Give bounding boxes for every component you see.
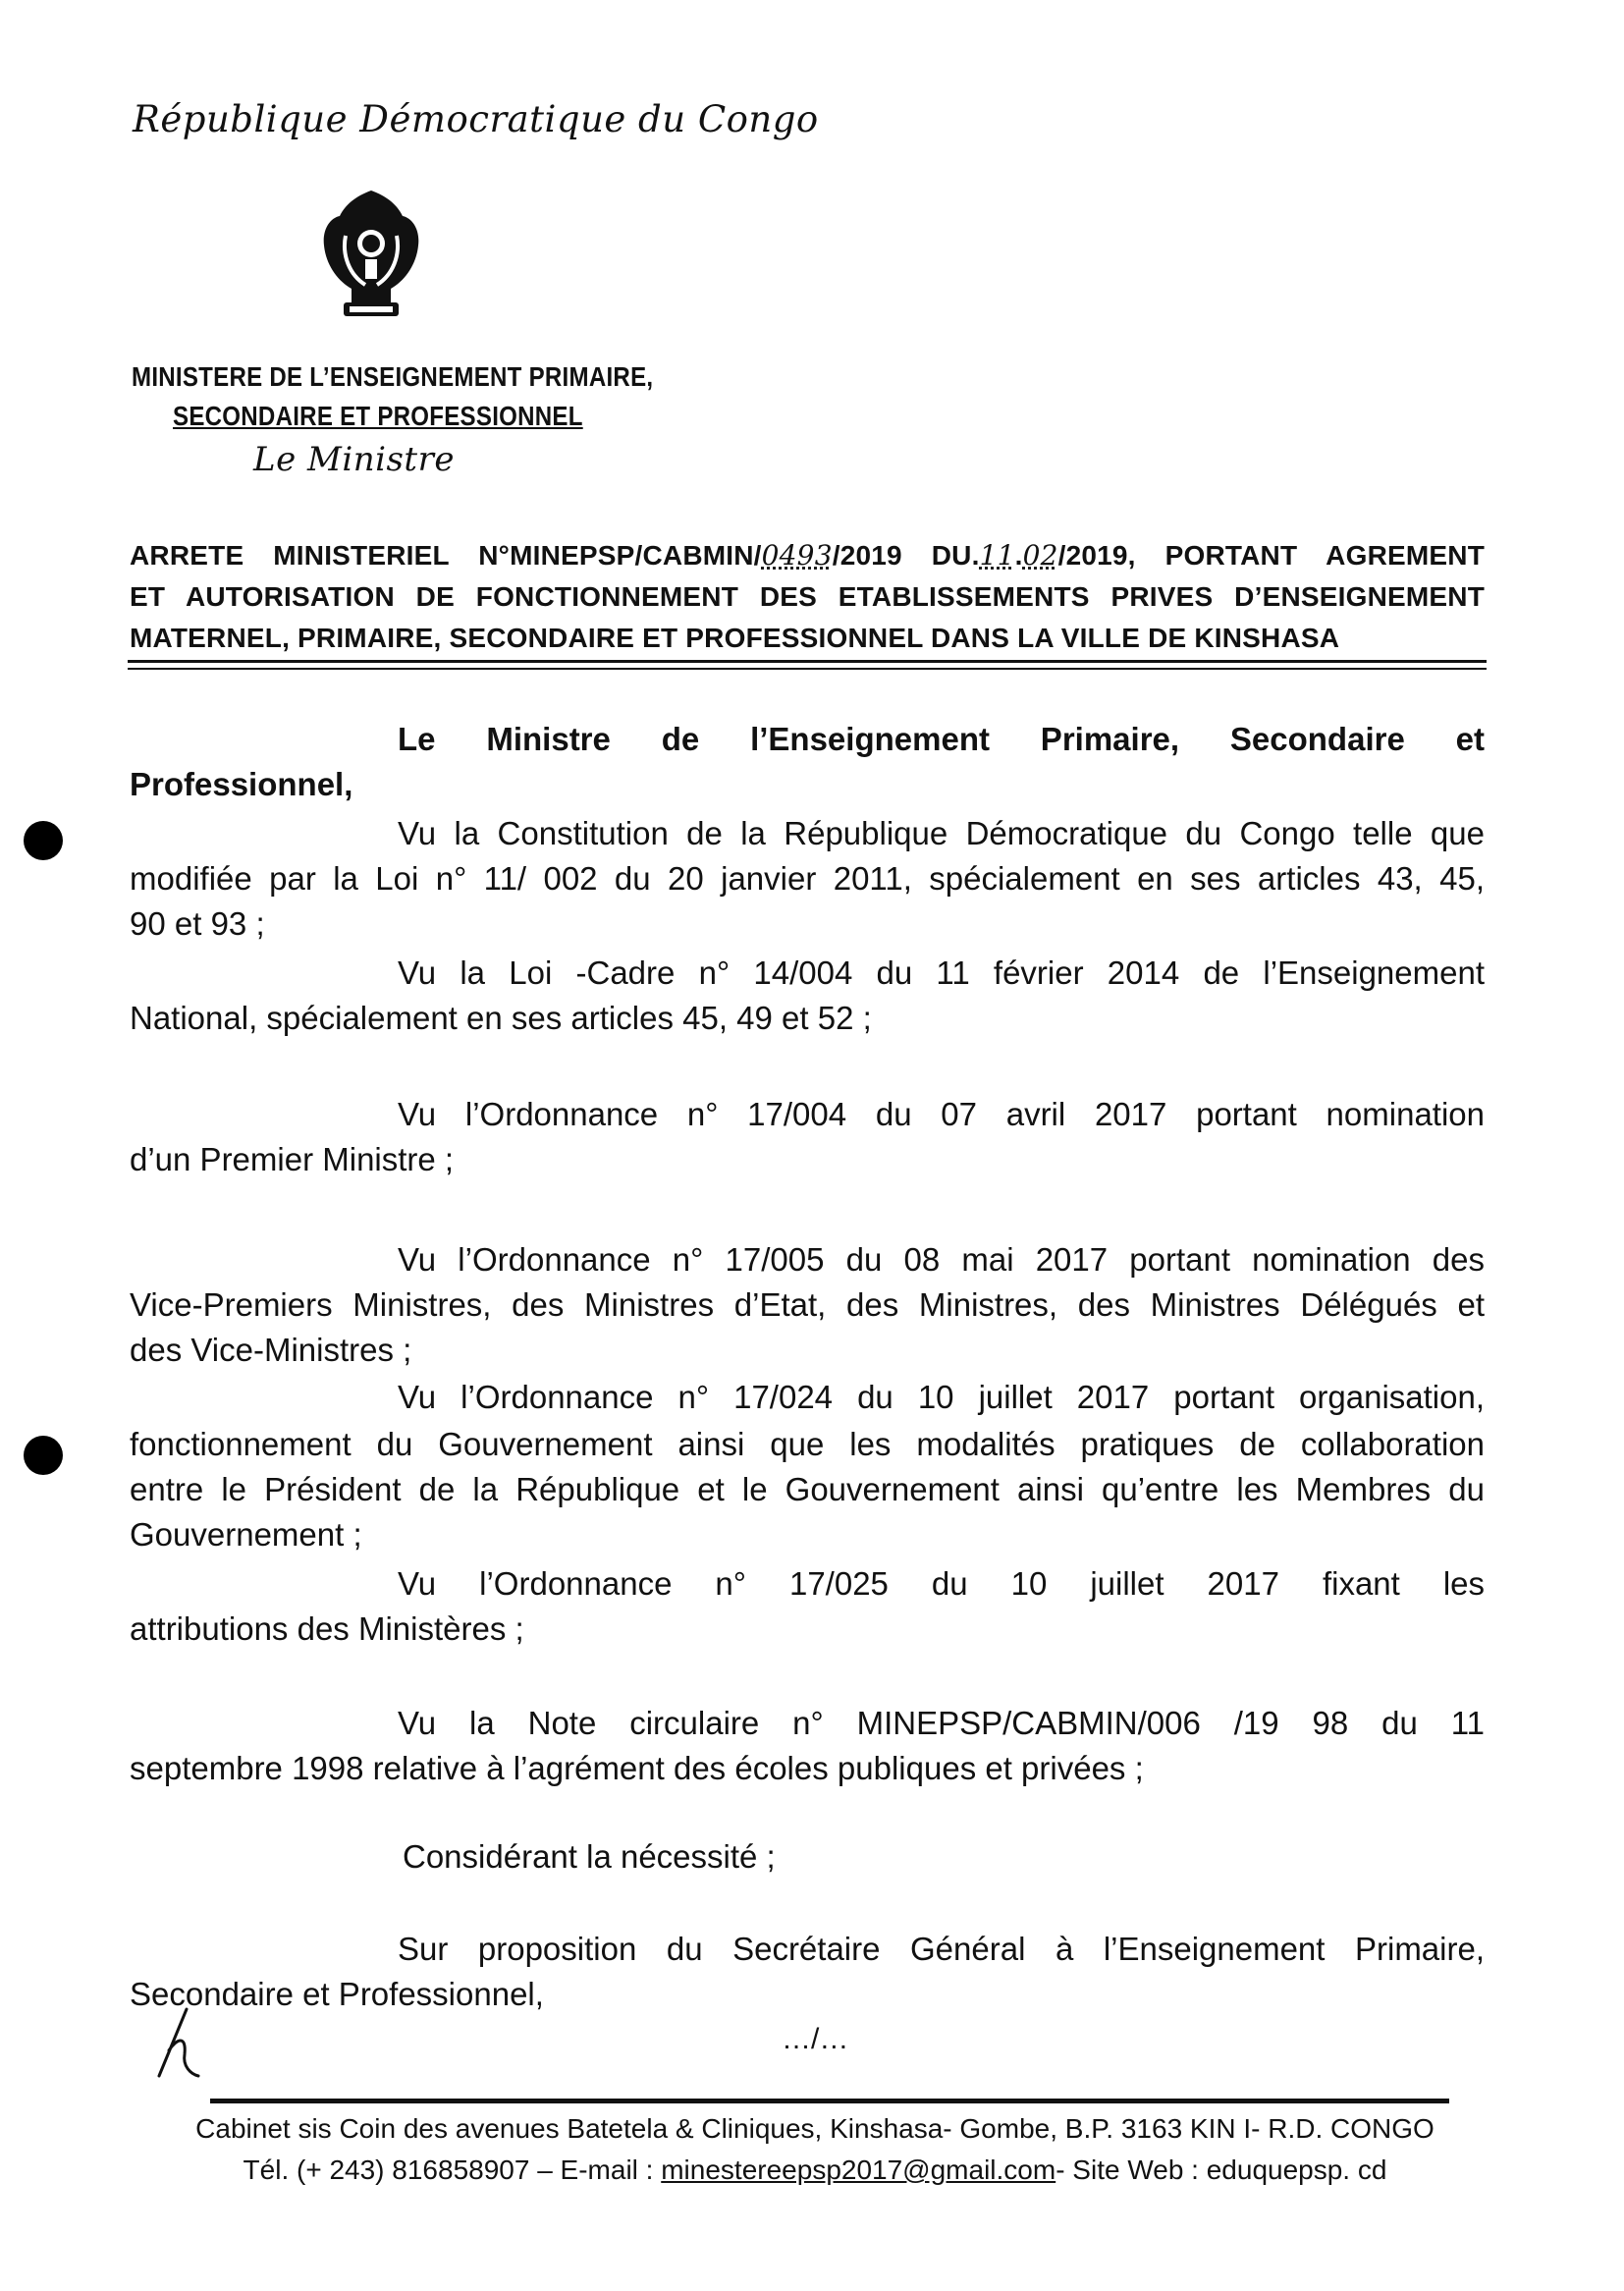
vu-note-circulaire-line2: septembre 1998 relative à l’agrément des écoles publiques et privées ; [130,1750,1144,1786]
vu-note-circulaire-line1: Vu la Note circulaire n° MINEPSP/CABMIN/006 /19 98 du 11 [398,1705,1485,1741]
vu-ordonnance-premier-line1: Vu l’Ordonnance n° 17/004 du 07 avril 2017 portant nomination [398,1096,1485,1132]
decree-title-line3: MATERNEL, PRIMAIRE, SECONDAIRE ET PROFESSIONNEL DANS LA VILLE DE KINSHASA [130,623,1340,653]
handwritten-decree-number: 0493 [761,539,833,572]
title-divider-bottom [128,668,1487,670]
vu-loi-cadre-line1: Vu la Loi -Cadre n° 14/004 du 11 février 2014 de l’Enseignement [398,955,1485,991]
vu-ordonnance-premier-line2: d’un Premier Ministre ; [130,1141,455,1177]
decree-title-line2: ET AUTORISATION DE FONCTIONNEMENT DES ETABLISSEMENTS PRIVES D’ENSEIGNEMENT [130,581,1485,612]
footer-contact [59,2151,1571,2190]
footer-email-link[interactable]: minestereepsp2017@gmail.com [661,2155,1056,2185]
title-part2: /2019 DU. [832,540,980,571]
footer-tel: Tél. (+ 243) 816858907 – E-mail : [243,2155,662,2185]
vu-ordonnance-organisation-line4: Gouvernement ; [130,1516,362,1553]
minister-office-label: Le Ministre [253,440,455,479]
vu-ordonnance-ministres-line3: des Vice-Ministres ; [130,1332,412,1368]
vu-ordonnance-ministres-line1: Vu l’Ordonnance n° 17/005 du 08 mai 2017 portant nomination des [398,1241,1485,1278]
punch-hole-top [24,821,63,860]
title-date-separator: . [1014,540,1023,571]
considerant-line: Considérant la nécessité ; [403,1838,776,1875]
sur-proposition-line1: Sur proposition du Secrétaire Général à l’Enseignement Primaire, [398,1931,1485,1967]
footer-site: - Site Web : eduquepsp. cd [1056,2155,1387,2185]
vu-ordonnance-organisation-line1: Vu l’Ordonnance n° 17/024 du 10 juillet 2017 portant organisation, [398,1379,1485,1415]
intro-line1: Le Ministre de l’Enseignement Primaire, Secondaire et [398,721,1485,757]
handwritten-month: 02 [1022,539,1058,572]
title-part3: /2019, PORTANT AGREMENT [1057,540,1485,571]
footer-address: Cabinet sis Coin des avenues Batetela & Cliniques, Kinshasa- Gombe, B.P. 3163 KIN I- R.D. CONGO [195,2113,1435,2144]
intro-line2: Professionnel, [130,766,353,802]
decree-title-line1 [130,534,1485,577]
coat-of-arms-emblem [316,187,426,324]
vu-ordonnance-organisation-line2: fonctionnement du Gouvernement ainsi que les modalités pratiques de collaboration [130,1426,1485,1462]
ministry-name-line2: SECONDAIRE ET PROFESSIONNEL [173,401,583,431]
vu-ordonnance-ministres-line2: Vice-Premiers Ministres, des Ministres d’Etat, des Ministres, des Ministres Délégués et [130,1286,1485,1323]
vu-ordonnance-attributions-line2: attributions des Ministères ; [130,1610,524,1647]
handwritten-day: 11 [979,539,1015,572]
ministry-name-line1: MINISTERE DE L’ENSEIGNEMENT PRIMAIRE, [132,361,654,392]
sur-proposition-line2: Secondaire et Professionnel, [130,1976,544,2012]
punch-hole-bottom [24,1436,63,1475]
title-divider-top [128,660,1487,663]
vu-ordonnance-attributions-line1: Vu l’Ordonnance n° 17/025 du 10 juillet 2017 fixant les [398,1565,1485,1602]
republic-heading: République Démocratique du Congo [133,98,819,140]
vu-constitution-line2: modifiée par la Loi n° 11/ 002 du 20 janvier 2011, spécialement en ses articles 43, 45, [130,860,1485,897]
vu-constitution-line1: Vu la Constitution de la République Démocratique du Congo telle que [398,815,1485,851]
continued-marker: …/… [782,2023,849,2055]
vu-ordonnance-organisation-line3: entre le Président de la République et le Gouvernement ainsi qu’entre les Membres du [130,1471,1485,1507]
vu-constitution-line3: 90 et 93 ; [130,905,265,942]
vu-loi-cadre-line2: National, spécialement en ses articles 45, 49 et 52 ; [130,1000,872,1036]
handwritten-paraph [147,2005,206,2084]
footer-divider [210,2099,1449,2103]
title-part1: ARRETE MINISTERIEL N°MINEPSP/CABMIN/ [130,540,762,571]
